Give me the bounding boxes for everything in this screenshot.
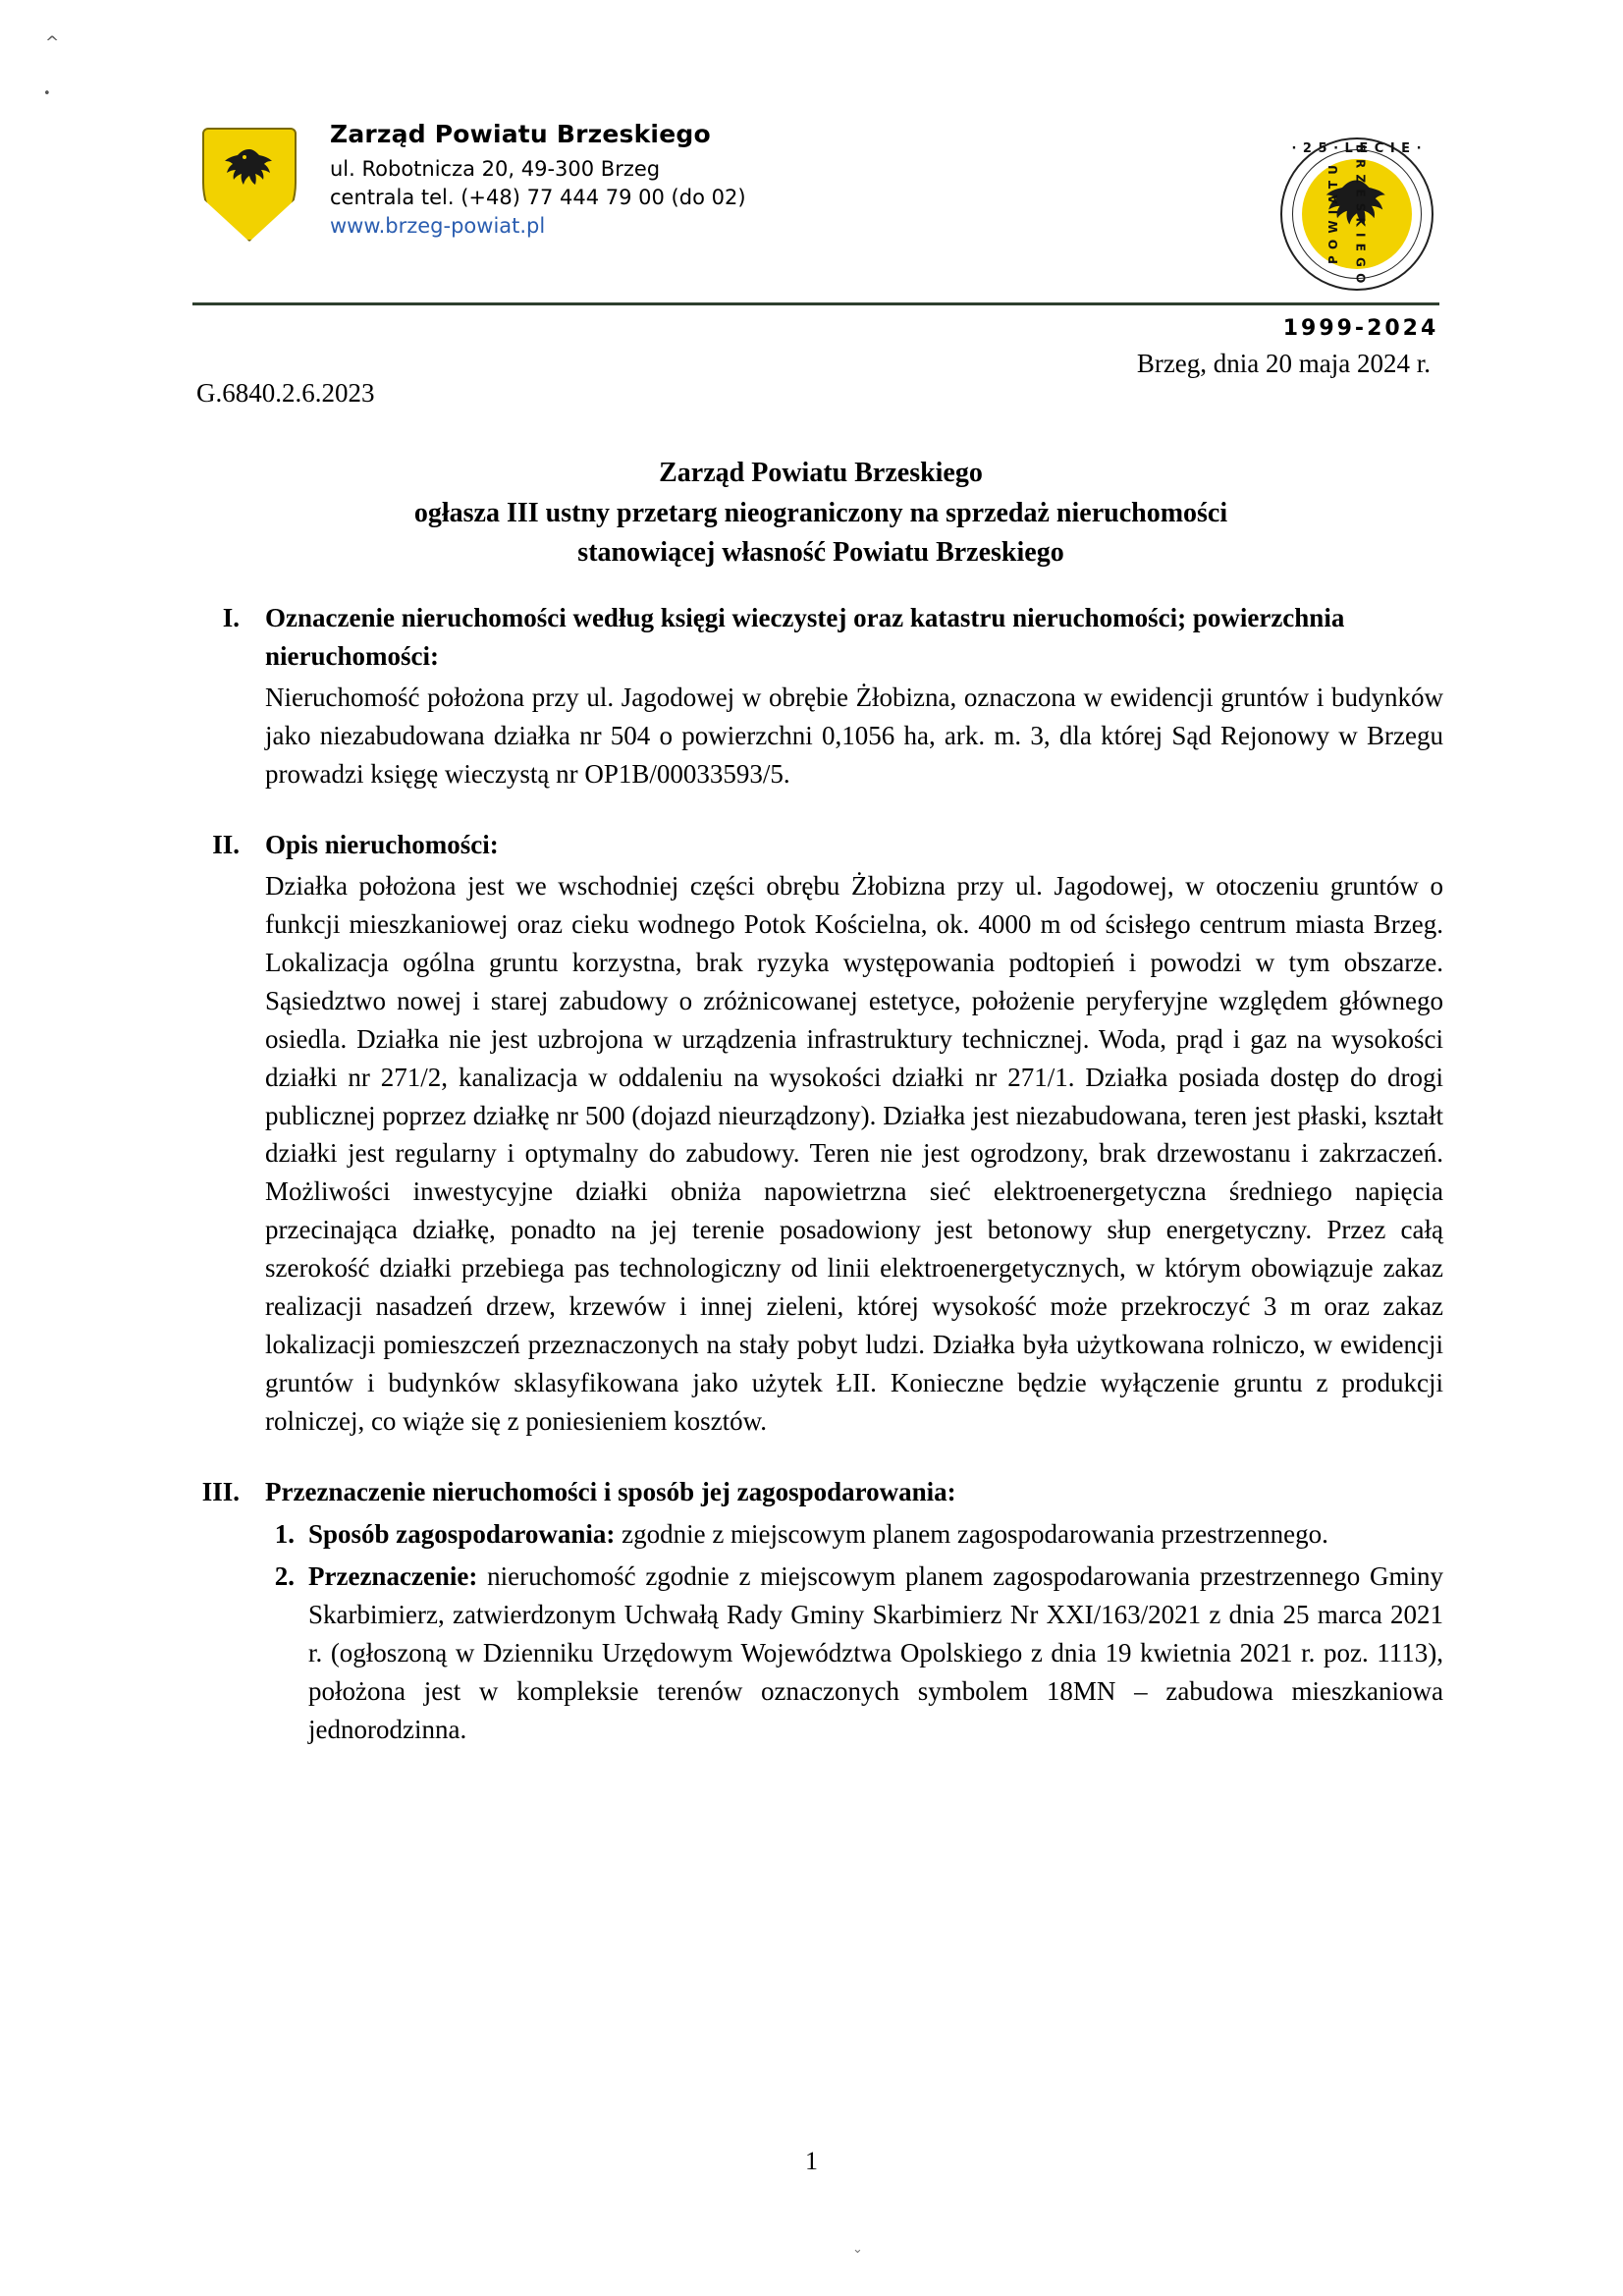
section-ii — [196, 826, 1443, 1440]
subitem-2-number: 2. — [274, 1561, 295, 1592]
organization-name: Zarząd Powiatu Brzeskiego — [330, 120, 711, 148]
section-iii-heading: Przeznaczenie nieruchomości i sposób jej zagospodarowania: — [265, 1477, 956, 1507]
list-item — [265, 1515, 1443, 1554]
section-ii-heading: Opis nieruchomości: — [265, 830, 499, 860]
section-i-heading: Oznaczenie nieruchomości według księgi wieczystej oraz katastru nieruchomości; powierzchnia nieruchomości: — [265, 603, 1345, 671]
jubilee-years: 1999-2024 — [1282, 316, 1439, 341]
subitem-1-text: zgodnie z miejscowym planem zagospodarowania przestrzennego. — [615, 1519, 1328, 1550]
section-i-text: Nieruchomość położona przy ul. Jagodowej w obrębie Żłobizna, oznaczona w ewidencji gruntów i budynków jako niezabudowana działka nr 504 o powierzchni 0,1056 ha, ark. m. 3, dla której Sąd Rejonowy w Brzegu prowadzi księgę wieczystą nr OP1B/00033593/5. — [265, 682, 1443, 789]
title-line-1: Zarząd Powiatu Brzeskiego — [659, 458, 983, 488]
scan-artifact-bottom: ⌄ — [852, 2242, 863, 2257]
subitem-1-number: 1. — [274, 1519, 295, 1550]
organization-block — [330, 120, 746, 241]
page-number: 1 — [805, 2147, 818, 2175]
section-iii-subitems — [265, 1515, 1443, 1748]
section-iii — [196, 1473, 1443, 1748]
coat-of-arms-icon — [202, 128, 297, 242]
title-line-3: stanowiącej własność Powiatu Brzeskiego — [577, 537, 1064, 569]
section-iii-number: III. — [201, 1477, 240, 1507]
eagle-icon — [214, 141, 285, 212]
subitem-2-text: nieruchomość zgodnie z miejscowym planem zagospodarowania przestrzennego Gminy Skarbimierz, zatwierdzonym Uchwałą Rady Gminy Skarbimierz Nr XXI/163/2021 z dnia 25 marca 2021 r. (ogłoszoną w Dzienniku Urzędowym Województwa Opolskiego z dnia 19 kwietnia 2021 r. poz. 1113), położona jest w kompleksie terenów oznaczonych symbolem 18MN – zabudowa mieszkaniowa jednorodzinna. — [308, 1561, 1443, 1744]
place-and-date: Brzeg, dnia 20 maja 2024 r. — [1136, 349, 1431, 378]
reference-number: G.6840.2.6.2023 — [196, 378, 375, 408]
organization-website-link[interactable]: www.brzeg-powiat.pl — [330, 213, 546, 238]
organization-phone: centrala tel. (+48) 77 444 79 00 (do 02) — [330, 185, 746, 209]
section-i — [196, 599, 1443, 793]
subitem-1-label: Sposób zagospodarowania: — [308, 1519, 616, 1550]
section-ii-text: Działka położona jest we wschodniej części obrębu Żłobizna przy ul. Jagodowej, w otoczeniu gruntów o funkcji mieszkaniowej oraz cieku wodnego Potok Kościelna, ok. 4000 m od ścisłego centrum miasta Brzeg. Lokalizacja ogólna gruntu korzystna, brak ryzyka występowania podtopień i powodzi w tym obszarze. Sąsiedztwo nowej i starej zabudowy o zróżnicowanej estetyce, położenie peryferyjne względem głównego osiedla. Działka nie jest uzbrojona w urządzenia infrastruktury technicznej. Woda, prąd i gaz na wysokości działki nr 271/2, kanalizacja w oddaleniu na wysokości działki nr 271/1. Działka posiada dostęp do drogi publicznej poprzez działkę nr 500 (dojazd nieurządzony). Działka jest niezabudowana, teren jest płaski, kształt działki jest regularny i optymalny do zabudowy. Teren nie jest ogrodzony, brak drzewostanu i zakrzaczeń. Możliwości inwestycyjne działki obniża napowietrzna sieć elektroenergetyczna średniego napięcia przecinająca działkę, ponadto na jej terenie posadowiony jest betonowy słup energetyczny. Przez całą szerokość działki przebiega pas technologiczny od linii elektroenergetycznych, w którym obowiązuje zakaz realizacji nasadzeń drzew, krzewów i innej zieleni, której wysokość może przekroczyć 3 m oraz zakaz lokalizacji pomieszczeń przeznaczonych na stały pobyt ludzi. Działka była użytkowana rolniczo, w ewidencji gruntów i budynków sklasyfikowana jako użytek ŁII. Konieczne będzie wyłączenie gruntu z produkcji rolniczej, co wiąże się z poniesieniem kosztów. — [265, 871, 1443, 1436]
jubilee-seal — [1259, 116, 1455, 312]
list-item — [265, 1558, 1443, 1748]
section-ii-number: II. — [212, 830, 240, 860]
document-title — [242, 454, 1400, 574]
letterhead — [192, 106, 1439, 341]
header-divider — [192, 302, 1439, 305]
seal-left-text: P O W I A T U — [1325, 164, 1340, 264]
seal-top-text: · 2 5 · L E C I E · — [1291, 141, 1423, 156]
title-line-2: ogłasza III ustny przetarg nieograniczony na sprzedaż nieruchomości — [413, 497, 1228, 528]
organization-address: ul. Robotnicza 20, 49-300 Brzeg — [330, 157, 661, 181]
section-i-number: I. — [222, 603, 240, 632]
scan-artifact-top-left-dot: • — [43, 86, 51, 101]
seal-right-text: B R Z E S K I E G O — [1353, 143, 1368, 285]
scan-artifact-top-left: ^ — [45, 33, 60, 53]
document-body — [196, 599, 1443, 1782]
subitem-2-label: Przeznaczenie: — [308, 1561, 478, 1592]
